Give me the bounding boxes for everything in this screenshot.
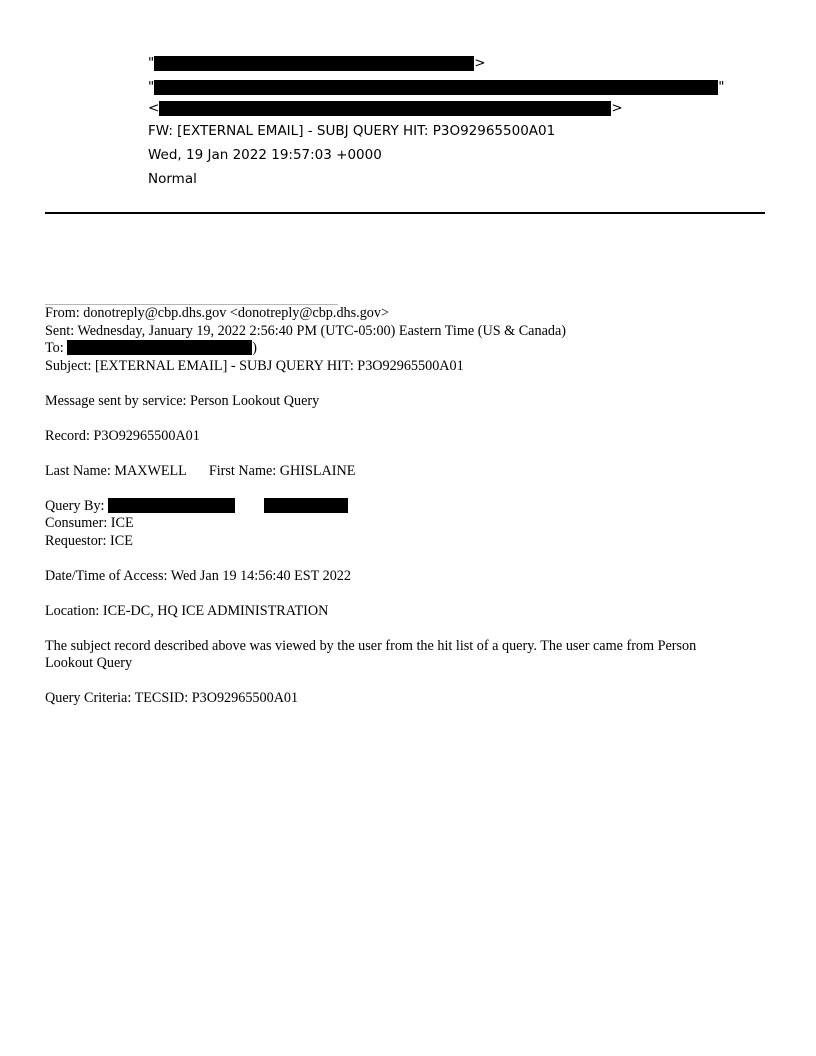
forwarded-from: From: donotreply@cbp.dhs.gov <donotreply@cbp.dhs.gov>	[45, 305, 389, 321]
query-by	[45, 498, 735, 516]
redaction-block	[264, 498, 348, 513]
forwarded-to-suffix: )	[252, 340, 257, 356]
from-value	[148, 53, 486, 73]
forwarded-to-label: To:	[45, 340, 64, 356]
query-by-label: Query By:	[45, 497, 105, 514]
to-line2-prefix: <	[148, 100, 160, 116]
header-divider	[45, 212, 765, 214]
forwarded-message	[45, 305, 735, 708]
date-value: Wed, 19 Jan 2022 19:57:03 +0000	[148, 147, 382, 163]
to-value-line2	[148, 98, 623, 118]
last-name: Last Name: MAXWELL	[45, 462, 187, 479]
to-prefix: "	[148, 79, 155, 95]
from-suffix: >	[474, 55, 486, 71]
forwarded-to	[45, 340, 735, 358]
importance-value: Normal	[148, 171, 197, 187]
redaction-block	[154, 80, 718, 95]
redaction-block	[108, 498, 235, 513]
consumer: Consumer: ICE	[45, 515, 134, 531]
access-time: Date/Time of Access: Wed Jan 19 14:56:40 EST 2022	[45, 567, 351, 584]
description: The subject record described above was viewed by the user from the hit list of a query. The user came from Person Lookout Query	[45, 637, 697, 671]
subject-value: FW: [EXTERNAL EMAIL] - SUBJ QUERY HIT: P3O92965500A01	[148, 123, 556, 139]
record-id: Record: P3O92965500A01	[45, 427, 200, 444]
forwarded-sent: Sent: Wednesday, January 19, 2022 2:56:40 PM (UTC-05:00) Eastern Time (US & Canada)	[45, 322, 566, 339]
to-suffix: "	[718, 79, 725, 95]
location: Location: ICE-DC, HQ ICE ADMINISTRATION	[45, 602, 329, 619]
redaction-block	[67, 340, 252, 355]
requestor: Requestor: ICE	[45, 532, 133, 549]
first-name: First Name: GHISLAINE	[208, 462, 356, 479]
name-line	[45, 463, 735, 481]
to-line2-suffix: >	[611, 100, 623, 116]
redaction-block	[159, 101, 611, 116]
redaction-block	[154, 56, 474, 71]
query-criteria: Query Criteria: TECSID: P3O92965500A01	[45, 690, 299, 706]
forwarded-subject: Subject: [EXTERNAL EMAIL] - SUBJ QUERY HIT: P3O92965500A01	[45, 357, 464, 374]
message-service: Message sent by service: Person Lookout Query	[45, 392, 320, 409]
from-prefix: "	[148, 55, 155, 71]
to-value	[148, 77, 724, 97]
